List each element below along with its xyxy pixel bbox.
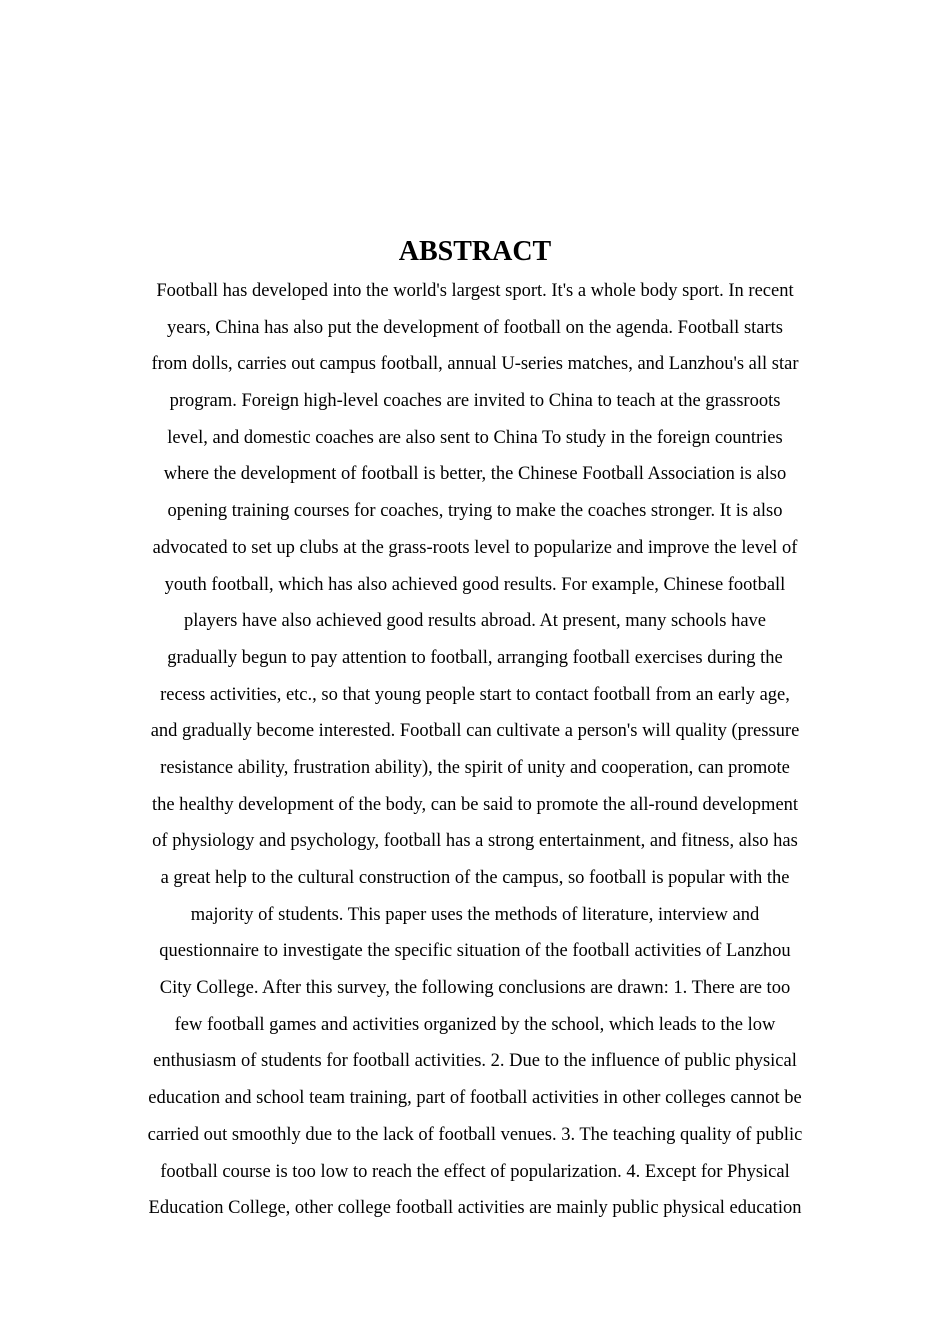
abstract-line: Football has developed into the world's largest sport. It's a whole body sport. In recent [156,281,794,301]
abstract-line: majority of students. This paper uses the methods of literature, interview and [190,904,760,925]
abstract-body [130,273,820,1227]
abstract-line: program. Foreign high-level coaches are invited to China to teach at the grassroots [169,391,781,412]
abstract-line: enthusiasm of students for football activities. 2. Due to the influence of public physical [153,1051,797,1072]
abstract-line: questionnaire to investigate the specific situation of the football activities of Lanzhou [159,941,791,962]
abstract-line: resistance ability, frustration ability), the spirit of unity and cooperation, can promote [160,757,790,778]
abstract-line: youth football, which has also achieved good results. For example, Chinese football [164,574,786,595]
abstract-line: carried out smoothly due to the lack of football venues. 3. The teaching quality of public [147,1124,803,1145]
abstract-line: recess activities, etc., so that young people start to contact football from an early age, [160,684,790,705]
abstract-line: City College. After this survey, the following conclusions are drawn: 1. There are too [159,978,791,999]
abstract-line: a great help to the cultural construction of the campus, so football is popular with the [160,868,790,888]
abstract-line: where the development of football is better, the Chinese Football Association is also [163,464,787,485]
abstract-line: of physiology and psychology, football has a strong entertainment, and fitness, also has [152,831,798,852]
abstract-line: from dolls, carries out campus football, annual U-series matches, and Lanzhou's all star [151,354,799,375]
abstract-line: few football games and activities organized by the school, which leads to the low [174,1014,776,1035]
abstract-line: advocated to set up clubs at the grass-roots level to popularize and improve the level of [152,537,798,558]
abstract-line: years, China has also put the development of football on the agenda. Football starts [166,317,783,338]
abstract-line: players have also achieved good results abroad. At present, many schools have [183,611,767,632]
abstract-line: the healthy development of the body, can be said to promote the all-round development [151,794,799,815]
abstract-line: education and school team training, part of football activities in other colleges cannot be [148,1088,802,1109]
abstract-line: opening training courses for coaches, trying to make the coaches stronger. It is also [167,501,783,522]
abstract-line: gradually begun to pay attention to football, arranging football exercises during the [167,647,783,668]
abstract-line: Education College, other college football activities are mainly public physical education [148,1198,802,1219]
abstract-line: football course is too low to reach the effect of popularization. 4. Except for Physical [160,1161,790,1182]
abstract-line: level, and domestic coaches are also sent to China To study in the foreign countries [167,427,783,448]
abstract-line: and gradually become interested. Football can cultivate a person's will quality (pressure [150,721,800,742]
abstract-title: ABSTRACT [398,236,552,267]
